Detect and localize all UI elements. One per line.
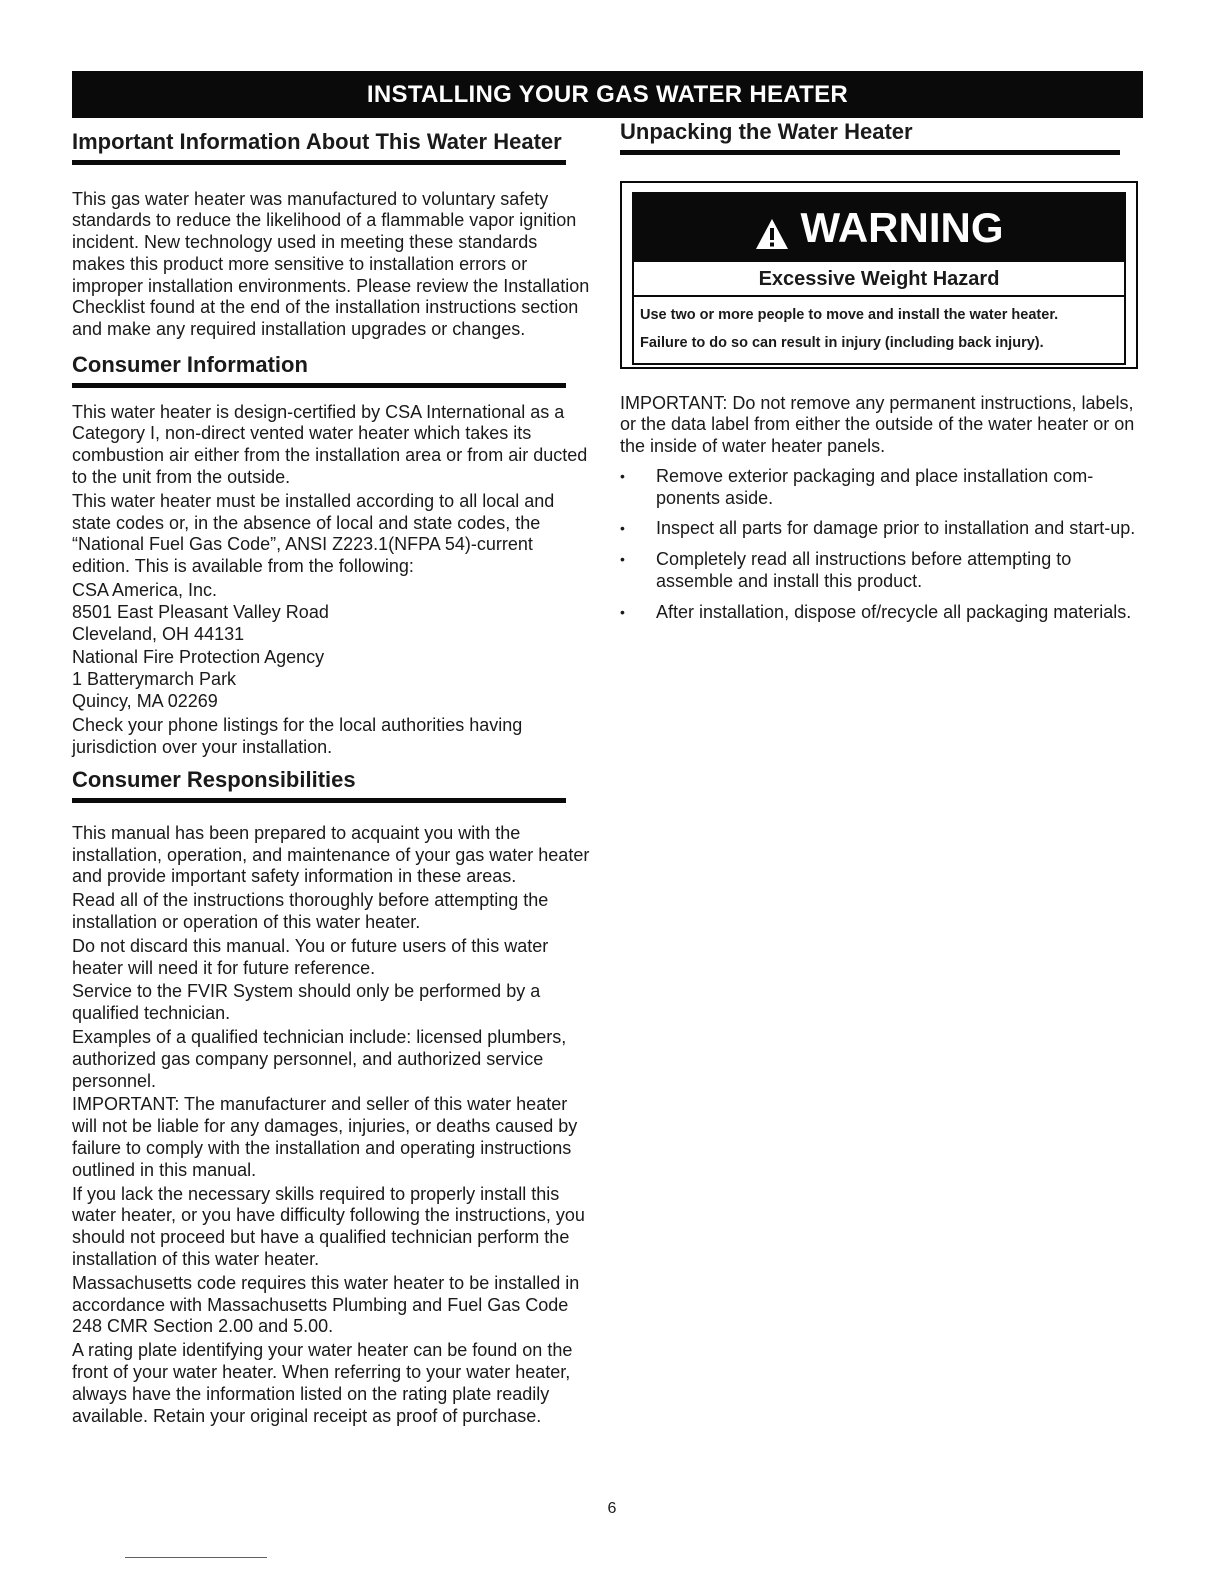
left-column (72, 128, 594, 1429)
bullet-icon: • (620, 520, 625, 537)
consumer-info-paragraph: Check your phone listings for the local authorities having jurisdiction over your installation. (72, 714, 523, 757)
address-line: CSA America, Inc. (72, 579, 218, 600)
important-info-section (72, 128, 594, 341)
list-item: • Inspect all parts for damage prior to installation and start-up. (620, 518, 1136, 539)
hazard-title: Excessive Weight Hazard (634, 262, 1124, 297)
address-line: Cleveland, OH 44131 (72, 623, 245, 644)
important-info-heading: Important Information About This Water Heater (72, 128, 566, 165)
warning-title: WARNING (800, 203, 1004, 251)
responsibilities-paragraph: A rating plate identifying your water heater can be found on the front of your water heater. When referring to your water heater, always have the information listed on the rating plate readily available. Retain your original receipt as proof of purchase. (72, 1340, 573, 1426)
address-line: Quincy, MA 02269 (72, 690, 218, 711)
address-line: 8501 East Pleasant Valley Road (72, 601, 329, 622)
address-block (72, 580, 594, 645)
consumer-info-paragraph: This water heater is design-certified by CSA International as a Category I, non-direct vented water heater which takes its combustion air either from the installation area or from air ducted to the unit from the outside. (72, 401, 588, 487)
list-item: • Remove exterior packaging and place installation com- ponents aside. (620, 465, 1094, 508)
responsibilities-paragraph: This manual has been prepared to acquaint you with the installation, operation, and maintenance of your gas water heater and provide important safety information in these areas. (72, 822, 590, 887)
list-item: • Completely read all instructions before attempting to assemble and install this product. (620, 549, 1072, 592)
warning-inner (632, 192, 1126, 365)
unpacking-list (620, 466, 1142, 624)
responsibilities-paragraph: IMPORTANT: The manufacturer and seller of this water heater will not be liable for any damages, injuries, or deaths caused by failure to comply with the installation and operating instructions outlined in this manual. (72, 1094, 578, 1180)
footer-rule (125, 1557, 267, 1558)
responsibilities-paragraph: Read all of the instructions thoroughly before attempting the installation or operation of this water heater. (72, 890, 549, 933)
warning-box (620, 181, 1138, 369)
warning-header (634, 194, 1124, 262)
responsibilities-section (72, 766, 594, 1427)
warning-line: Use two or more people to move and install the water heater. (640, 306, 1059, 323)
warning-triangle-icon (755, 212, 789, 244)
important-notice (620, 393, 1142, 458)
bullet-icon: • (620, 603, 625, 620)
address-block (72, 647, 594, 712)
bullet-icon: • (620, 467, 625, 484)
page-banner: INSTALLING YOUR GAS WATER HEATER (72, 71, 1143, 118)
responsibilities-paragraph: Do not discard this manual. You or future users of this water heater will need it for future reference. (72, 935, 549, 978)
unpacking-heading: Unpacking the Water Heater (620, 118, 1120, 155)
responsibilities-paragraph: If you lack the necessary skills required to properly install this water heater, or you have difficulty following the instructions, you should not proceed but have a qualified technician perform the installation of this water heater. (72, 1183, 585, 1269)
responsibilities-paragraph: Examples of a qualified technician include: licensed plumbers, authorized gas company personnel, and authorized service personnel. (72, 1027, 567, 1091)
warning-line: Failure to do so can result in injury (including back injury). (640, 334, 1044, 351)
important-paragraph: IMPORTANT: Do not remove any permanent instructions, labels, or the data label from either the outside of the water heater or on the inside of water heater panels. (620, 392, 1135, 457)
important-info-paragraph: This gas water heater was manufactured to voluntary safety standards to reduce the likelihood of a flammable vapor ignition incident. New technology used in meeting these standards makes this product more sensitive to installation errors or improper installation environments. Please review the Installation Checklist found at the end of the installation instructions section and make any required installation upgrades or changes. (72, 188, 590, 340)
consumer-info-heading: Consumer Information (72, 351, 566, 388)
right-column (620, 118, 1142, 633)
consumer-info-section (72, 351, 594, 758)
address-line: 1 Batterymarch Park (72, 669, 237, 690)
page-number: 6 (607, 1500, 617, 1517)
responsibilities-paragraph: Service to the FVIR System should only be performed by a qualified technician. (72, 981, 541, 1024)
responsibilities-heading: Consumer Responsibilities (72, 766, 566, 803)
bullet-icon: • (620, 551, 625, 568)
address-line: National Fire Protection Agency (72, 647, 325, 668)
list-item: • After installation, dispose of/recycle all packaging materials. (620, 601, 1132, 622)
consumer-info-paragraph: This water heater must be installed according to all local and state codes or, in the absence of local and state codes, the “National Fuel Gas Code”, ANSI Z223.1(NFPA 54)-current edition. This is available from the following: (72, 490, 555, 577)
responsibilities-paragraph: Massachusetts code requires this water heater to be installed in accordance with Massachusetts Plumbing and Fuel Gas Code 248 CMR Section 2.00 and 5.00. (72, 1272, 580, 1337)
